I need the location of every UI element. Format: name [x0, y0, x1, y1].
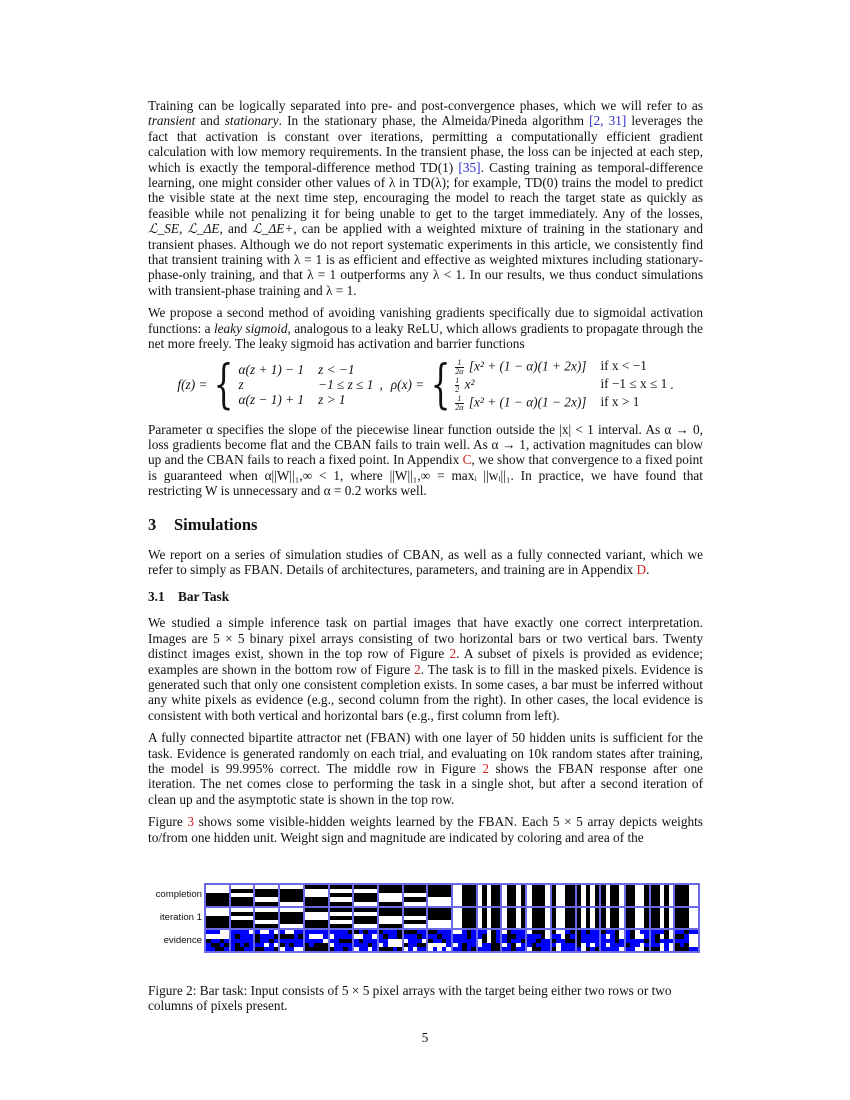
completion-cell	[577, 885, 600, 906]
equation-f-cases: α(z + 1) − 1 z < −1 z −1 ≤ z ≤ 1 α(z − 1) + 1 z > 1	[238, 362, 374, 407]
equation-separator: ,	[379, 377, 383, 392]
completion-cell	[552, 885, 575, 906]
iteration-cell	[675, 908, 698, 929]
iteration-cell	[478, 908, 501, 929]
completion-cell	[255, 885, 278, 906]
evidence-cell	[206, 930, 229, 951]
figure-row-labels	[148, 883, 202, 952]
completion-cell	[453, 885, 476, 906]
paragraph-fban: A fully connected bipartite attractor net (FBAN) with one layer of 50 hidden units is sufficient for the task. Evidence is generated randomly on each trial, and evaluating on 10k random states after training, the model is 99.995% correct. The middle row in Figure 2 shows the FBAN response after one iteration. The net comes close to performing the task in a single shot, but after a second iteration of clean up and the asymptotic state is shown in the top row.	[148, 730, 703, 807]
figure-pixel-grid	[204, 883, 700, 953]
completion-cell	[527, 885, 550, 906]
row-label-evidence: evidence	[163, 935, 202, 946]
iteration-cell	[453, 908, 476, 929]
paragraph-bar-task: We studied a simple inference task on partial images that have exactly one correct interpretation. Images are 5 × 5 binary pixel arrays consisting of two horizontal bars or two vertical bars. Twenty distinct images exist, shown in the top row of Figure 2. A subset of pixels is provided as evidence; examples are shown in the bottom row of Figure 2. The task is to fill in the masked pixels. Evidence is generated such that only one consistent completion exists. In some cases, a bar must be inferred without any white pixels as evidence (e.g., second column from the right). In other cases, the local evidence is consistent with both vertical and horizontal bars (e.g., first column from left).	[148, 615, 703, 723]
equation-f-lhs: f(z) =	[177, 377, 208, 392]
evidence-cell	[453, 930, 476, 951]
iteration-cell	[552, 908, 575, 929]
equation-leaky-sigmoid	[148, 355, 703, 415]
iteration-cell	[354, 908, 377, 929]
completion-cell	[601, 885, 624, 906]
paragraph-training-phases: Training can be logically separated into pre- and post-convergence phases, which we will refer to as transient and stationary. In the stationary phase, the Almeida/Pineda algorithm [2, 31] leverages the fact that activation is constant over iterations, permitting a computationally efficient gradient calculation with low memory requirements. In the transient phase, the loss can be injected at each step, which is exactly the temporal-difference method TD(1) [35]. Casting training as temporal-difference learning, one might consider other values of λ in TD(λ); for example, TD(0) trains the model to predict the visible state at the next time step, encouraging the model to reach the target state as quickly as feasible while not penalizing it for being unable to get to the target immediately. Any of the losses, ℒ_SE, ℒ_ΔE, and ℒ_ΔE+, can be applied with a weighted mixture of training in the stationary and transient phases. Although we do not report systematic experiments in this article, we consistently find that transient training with λ = 1 is as efficient and effective as weighted mixtures including stationary-phase-only training, and that λ = 1 outperforms any λ < 1. In our results, we thus conduct simulations with transient-phase training and λ = 1.	[148, 98, 704, 298]
subsection-heading-bar-task: 3.1 Bar Task	[148, 589, 230, 605]
paragraph-simulations-intro: We report on a series of simulation studies of CBAN, as well as a fully connected variant, which we refer to simply as FBAN. Details of architectures, parameters, and training are in Appendix D.	[148, 546, 703, 577]
iteration-cell	[428, 908, 451, 929]
completion-cell	[502, 885, 525, 906]
evidence-cell	[478, 930, 501, 951]
evidence-cell	[330, 930, 353, 951]
iteration-cell	[305, 908, 328, 929]
iteration-cell	[330, 908, 353, 929]
equation-rho-lhs: ρ(x) =	[390, 377, 425, 392]
evidence-cell	[651, 930, 674, 951]
figure-2-bar-task	[148, 883, 708, 955]
iteration-cell	[255, 908, 278, 929]
paragraph-alpha-parameter: Parameter α specifies the slope of the piecewise linear function outside the |x| < 1 interval. As α → 0, loss gradients become flat and the CBAN fails to train well. As α → 1, activation magnitudes can blow up and the CBAN fails to reach a fixed point. In Appendix C, we show that convergence to a fixed point is guaranteed when α||W||₁,∞ < 1, where ||W||₁,∞ = maxᵢ ||wᵢ||₁. In practice, we have found that restricting W is unnecessary and α = 0.2 works well.	[148, 421, 703, 499]
evidence-cell	[354, 930, 377, 951]
iteration-cell	[626, 908, 649, 929]
completion-cell	[330, 885, 353, 906]
evidence-cell	[502, 930, 525, 951]
brace-symbol: {	[214, 355, 234, 415]
completion-cell	[379, 885, 402, 906]
paragraph-leaky-sigmoid: We propose a second method of avoiding vanishing gradients specifically due to sigmoidal activation functions: a leaky sigmoid, analogous to a leaky ReLU, which allows gradients to propagate through the net more freely. The leaky sigmoid has activation and barrier functions	[148, 305, 704, 352]
iteration-cell	[651, 908, 674, 929]
completion-cell	[478, 885, 501, 906]
evidence-cell	[305, 930, 328, 951]
page-number: 5	[421, 1030, 429, 1045]
evidence-cell	[577, 930, 600, 951]
evidence-cell	[527, 930, 550, 951]
iteration-cell	[601, 908, 624, 929]
evidence-cell	[675, 930, 698, 951]
equation-rho-cases: $\frac{1}{2\alpha}$ [x² + (1 − α)(1 + 2x)] if x < −1 $\frac{1}{2}$ x² if −1 ≤ x ≤ 1 $\frac{1}{2\alpha}$ [x² + (1 − α)(1 − 2x)] if x > 1	[455, 357, 668, 412]
equation-end: .	[670, 377, 674, 392]
completion-cell	[231, 885, 254, 906]
evidence-cell	[379, 930, 402, 951]
evidence-cell	[404, 930, 427, 951]
evidence-cell	[626, 930, 649, 951]
iteration-cell	[231, 908, 254, 929]
completion-cell	[675, 885, 698, 906]
evidence-cell	[601, 930, 624, 951]
completion-cell	[206, 885, 229, 906]
completion-cell	[305, 885, 328, 906]
iteration-cell	[206, 908, 229, 929]
completion-cell	[626, 885, 649, 906]
evidence-cell	[255, 930, 278, 951]
page-body	[148, 98, 703, 852]
iteration-cell	[577, 908, 600, 929]
iteration-cell	[379, 908, 402, 929]
evidence-cell	[428, 930, 451, 951]
completion-cell	[354, 885, 377, 906]
completion-cell	[651, 885, 674, 906]
brace-symbol: {	[430, 355, 451, 415]
completion-cell	[280, 885, 303, 906]
completion-cell	[428, 885, 451, 906]
completion-cell	[404, 885, 427, 906]
iteration-cell	[404, 908, 427, 929]
row-label-iteration-1: iteration 1	[159, 912, 202, 923]
evidence-cell	[552, 930, 575, 951]
evidence-cell	[280, 930, 303, 951]
iteration-cell	[502, 908, 525, 929]
evidence-cell	[231, 930, 254, 951]
iteration-cell	[527, 908, 550, 929]
row-label-completion: completion	[155, 889, 202, 900]
figure-caption: Figure 2: Bar task: Input consists of 5 × 5 pixel arrays with the target being either two rows or two columns of pixels present.	[148, 983, 672, 1014]
iteration-cell	[280, 908, 303, 929]
paragraph-figure3-ref: Figure 3 shows some visible-hidden weights learned by the FBAN. Each 5 × 5 array depicts weights to/from one hidden unit. Weight sign and magnitude are indicated by coloring and area of the	[148, 814, 703, 845]
section-heading-simulations: 3 Simulations	[148, 514, 258, 534]
